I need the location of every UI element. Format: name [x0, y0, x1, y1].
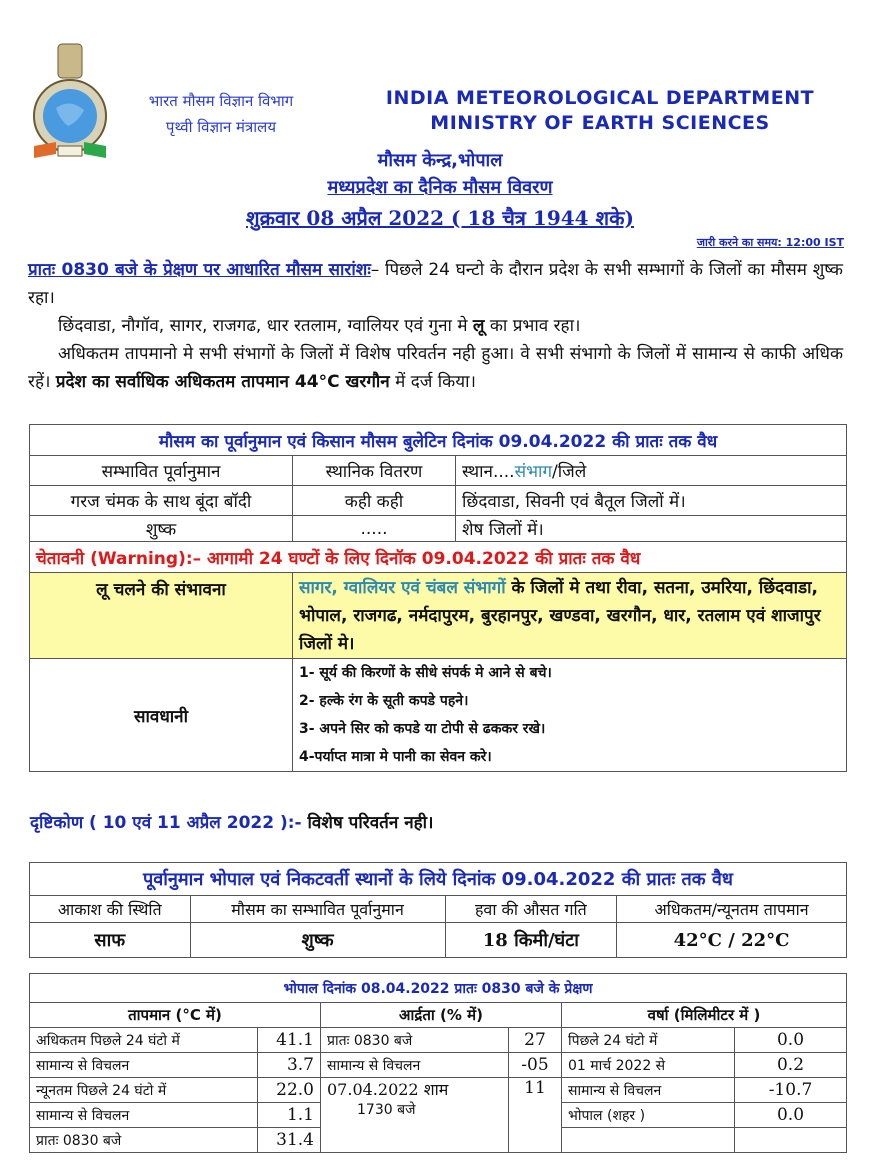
max-temp-highlight: प्रदेश का सर्वाधिक अधिकतम तापमान 44°C खरगौन [55, 372, 390, 392]
forecast-table [29, 424, 847, 772]
table-row [30, 1028, 847, 1053]
temperature-header: तापमान (°C में) [30, 1003, 321, 1028]
issue-time: जारी करने का समय: 12:00 IST [696, 236, 844, 249]
heatwave-rest: के जिलों मे तथा रीवा, सतना, उमरिया, छिंदवाडा, भोपाल, राजगढ, नर्मदापुरम, बुरहानपुर, खण्डवा, खरगौन, धार, रतलाम एवं शाजापुर जिलों मे। [299, 577, 821, 654]
summary-lead: प्रातः 0830 बजे के प्रेक्षण पर आधारित मौसम सारांशः [28, 260, 371, 280]
col-places-a: स्थान.... [462, 462, 515, 482]
row-forecast: गरज चंमक के साथ बूंदा बॉदी [30, 486, 293, 516]
table-row [30, 486, 847, 516]
col-places-b: संभाग [514, 462, 553, 482]
summary-para3: अधिकतम तापमानो मे सभी संभागों के जिलों में विशेष परिवर्तन नही हुआ। वे सभी संभागो के जिलों में सामान्य से काफी अधिक रहें। [28, 344, 843, 392]
outlook [30, 810, 434, 833]
english-dept-name [330, 86, 870, 136]
row-places: छिंदवाडा, सिवनी एवं बैतूल जिलों में। [456, 486, 847, 516]
temp-value: 22.0 [258, 1078, 321, 1103]
rainfall-value: 0.0 [735, 1103, 847, 1128]
outlook-label: दृष्टिकोण ( 10 एवं 11 अप्रैल 2022 ):- [30, 813, 302, 833]
humidity-label: सामान्य से विचलन [321, 1053, 509, 1078]
report-title-text: मध्यप्रदेश का दैनिक मौसम विवरण [327, 177, 553, 198]
temp-value: 31.4 [258, 1128, 321, 1153]
row-distribution: कही कही [293, 486, 456, 516]
table-row [30, 1053, 847, 1078]
humidity-value: 11 [509, 1078, 562, 1153]
hindi-dept-name [126, 88, 316, 140]
rainfall-value: -10.7 [735, 1078, 847, 1103]
rainfall-label: 01 मार्च 2022 से [562, 1053, 735, 1078]
temp-value: 1.1 [258, 1103, 321, 1128]
row-places: शेष जिलों में। [456, 516, 847, 542]
col-forecast: सम्भावित पूर्वानुमान [30, 456, 293, 486]
rainfall-label: पिछले 24 घंटो में [562, 1028, 735, 1053]
summary-para1: – पिछले 24 घन्टो के दौरान प्रदेश के सभी सम्भागों के जिलों का मौसम शुष्क रहा। [28, 260, 843, 308]
sky-value: साफ [30, 923, 191, 958]
caution-list [293, 659, 847, 772]
heatwave-label: लू चलने की संभावना [30, 573, 293, 659]
heatwave-districts [293, 573, 847, 659]
bhopal-forecast-table [29, 862, 847, 958]
caution-item: 2- हल्के रंग के सूती कपडे पहने। [299, 693, 469, 709]
row-distribution: ..... [293, 516, 456, 542]
humidity-value: 27 [509, 1028, 562, 1053]
heatwave-divisions: सागर, ग्वालियर एवं चंबल संभागों [299, 577, 506, 598]
col-places-c: /जिले [552, 462, 587, 482]
date-line-text: शुक्रवार 08 अप्रैल 2022 ( 18 चैत्र 1944 शके) [246, 206, 634, 230]
observation-title: भोपाल दिनांक 08.04.2022 प्रातः 0830 बजे के प्रेक्षण [30, 974, 847, 1003]
english-dept-line1: INDIA METEOROLOGICAL DEPARTMENT [385, 87, 815, 109]
rainfall-value: 0.2 [735, 1053, 847, 1078]
empty-cell [735, 1128, 847, 1153]
table-row [30, 516, 847, 542]
forecast-table-title: मौसम का पूर्वानुमान एवं किसान मौसम बुलेटिन दिनांक 09.04.2022 की प्रातः तक वैध [30, 425, 847, 456]
rainfall-label: सामान्य से विचलन [562, 1078, 735, 1103]
humidity-evening-time: 1730 बजे [357, 1102, 416, 1118]
temp-value: 42°C / 22°C [617, 923, 847, 958]
caution-label: सावधानी [30, 659, 293, 772]
centre-name: मौसम केन्द्र,भोपाल [377, 150, 503, 171]
humidity-label: प्रातः 0830 बजे [321, 1028, 509, 1053]
english-dept-line2: MINISTRY OF EARTH SCIENCES [430, 112, 770, 134]
hindi-dept-line2: पृथ्वी विज्ञान मंत्रालय [165, 118, 277, 136]
col-forecast: मौसम का सम्भावित पूर्वानुमान [190, 896, 445, 923]
rainfall-label: भोपाल (शहर ) [562, 1103, 735, 1128]
summary-para3-end: में दर्ज किया। [389, 372, 476, 392]
col-sky: आकाश की स्थिति [30, 896, 191, 923]
table-row [30, 1078, 847, 1103]
wind-value: 18 किमी/घंटा [445, 923, 617, 958]
humidity-header: आर्द्रता (% में) [321, 1003, 562, 1028]
warning-header: चेतावनी (Warning):– आगामी 24 घण्टों के लिए दिनॉक 09.04.2022 की प्रातः तक वैध [30, 542, 847, 573]
humidity-value: -05 [509, 1053, 562, 1078]
bhopal-forecast-title: पूर्वानुमान भोपाल एवं निकटवर्ती स्थानों के लिये दिनांक 09.04.2022 की प्रातः तक वैध [30, 863, 847, 896]
outlook-text: विशेष परिवर्तन नही। [301, 813, 434, 833]
temp-label: सामान्य से विचलन [30, 1053, 258, 1078]
col-distribution: स्थानिक वितरण [293, 456, 456, 486]
hindi-dept-line1: भारत मौसम विज्ञान विभाग [148, 92, 294, 110]
temp-label: न्यूनतम पिछले 24 घंटो में [30, 1078, 258, 1103]
humidity-evening-date: 07.04.2022 शाम [327, 1080, 449, 1099]
temp-label: अधिकतम पिछले 24 घंटो में [30, 1028, 258, 1053]
humidity-evening-label [321, 1078, 509, 1153]
temp-value: 41.1 [258, 1028, 321, 1053]
forecast-value: शुष्क [190, 923, 445, 958]
rainfall-value: 0.0 [735, 1028, 847, 1053]
temp-label: प्रातः 0830 बजे [30, 1128, 258, 1153]
col-wind: हवा की औसत गति [445, 896, 617, 923]
row-forecast: शुष्क [30, 516, 293, 542]
weather-summary [28, 256, 843, 396]
temp-value: 3.7 [258, 1053, 321, 1078]
date-line [0, 204, 880, 231]
bhopal-observation-table [29, 973, 847, 1153]
temp-label: सामान्य से विचलन [30, 1103, 258, 1128]
summary-para2: छिंदवाडा, नौगॉव, सागर, राजगढ, धार रतलाम, ग्वालियर एवं गुना मे [58, 316, 473, 336]
rainfall-header: वर्षा (मिलिमीटर में ) [562, 1003, 847, 1028]
col-places [456, 456, 847, 486]
caution-item: 1- सूर्य की किरणों के सीधे संपर्क मे आने से बचे। [299, 665, 552, 681]
caution-item: 3- अपने सिर को कपडे या टोपी से ढककर रखे। [299, 721, 546, 737]
caution-item: 4-पर्याप्त मात्रा मे पानी का सेवन करे। [299, 749, 492, 765]
report-title [0, 175, 880, 199]
heatwave-keyword: लू [472, 316, 485, 336]
col-temp: अधिकतम/न्यूनतम तापमान [617, 896, 847, 923]
summary-para2-end: का प्रभाव रहा। [484, 316, 581, 336]
empty-cell [562, 1128, 735, 1153]
